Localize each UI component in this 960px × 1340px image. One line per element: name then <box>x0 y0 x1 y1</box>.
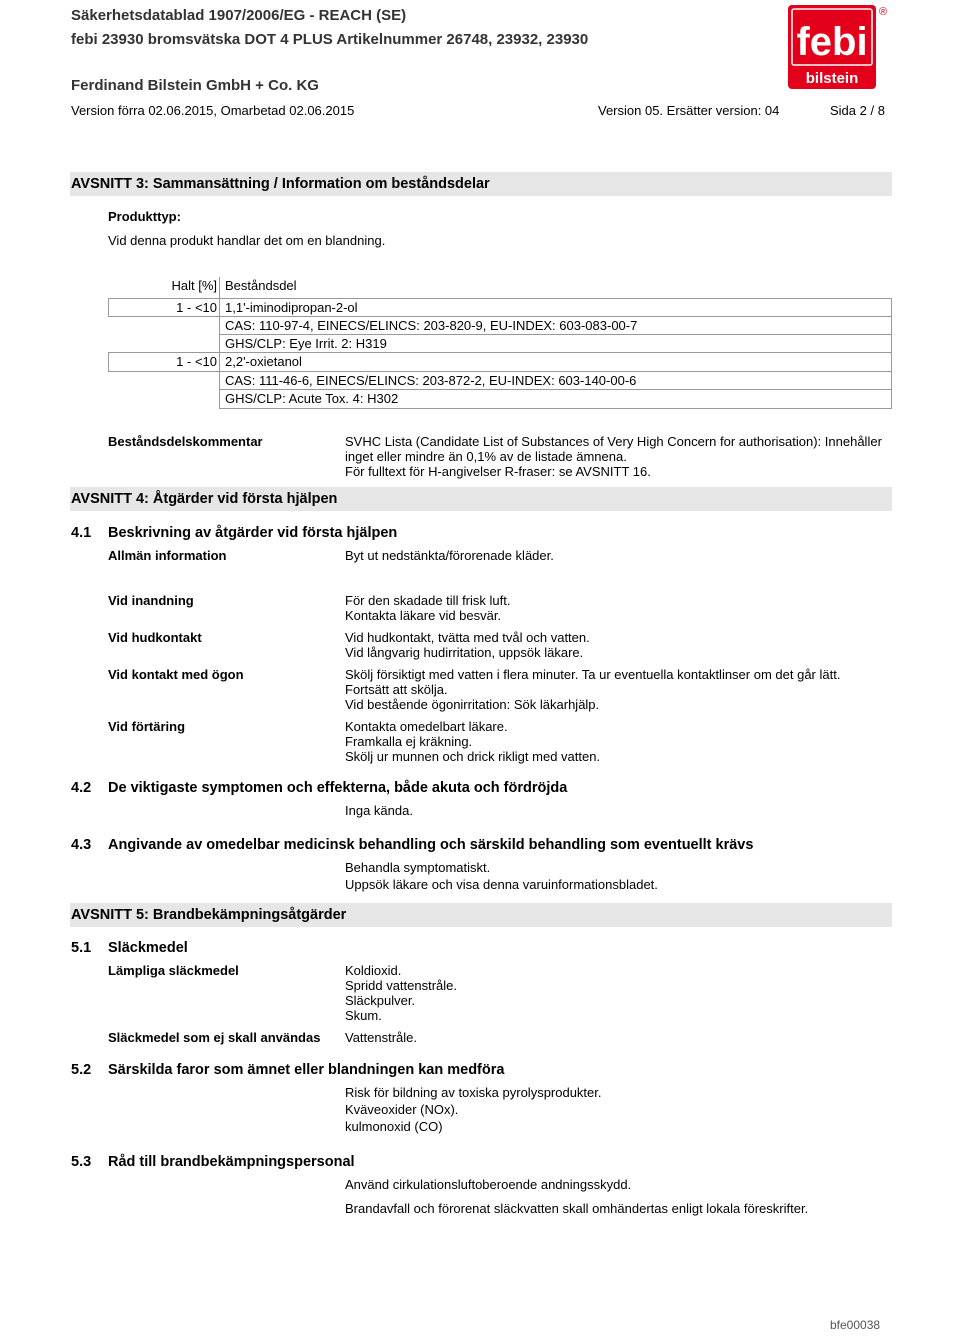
first-aid-text-line: Skölj försiktigt med vatten i flera minuter. Ta ur eventuella kontaktlinser om det går lätt. <box>345 667 841 682</box>
extinguishing-media-line: Koldioxid. <box>345 963 402 978</box>
revision-info: Version förra 02.06.2015, Omarbetad 02.06.2015 <box>71 103 355 118</box>
subsection-number: 4.2 <box>71 780 92 796</box>
extinguishing-media-line: Spridd vattenstråle. <box>345 978 458 993</box>
document-title: Säkerhetsdatablad 1907/2006/EG - REACH (SE) <box>71 7 407 24</box>
product-type-text: Vid denna produkt handlar det om en blandning. <box>108 233 386 248</box>
first-aid-text-line: Kontakta läkare vid besvär. <box>345 608 502 623</box>
table-header-divider <box>219 277 220 298</box>
subsection-number: 4.1 <box>71 525 92 541</box>
first-aid-text-line: Fortsätt att skölja. <box>345 682 448 697</box>
first-aid-text-line: Skölj ur munnen och drick rikligt med vatten. <box>345 749 601 764</box>
advice-text-line: Brandavfall och förorenat släckvatten skall omhändertas enligt lokala föreskrifter. <box>345 1201 809 1216</box>
subsection-title: Beskrivning av åtgärder vid första hjälpen <box>108 525 398 541</box>
first-aid-label: Vid inandning <box>108 593 194 608</box>
first-aid-text-line: Vid långvarig hudirritation, uppsök läkare. <box>345 645 584 660</box>
component-classification: GHS/CLP: Eye Irrit. 2: H319 <box>219 334 892 353</box>
treatment-text-line: Behandla symptomatiskt. <box>345 860 491 875</box>
first-aid-text-line: För den skadade till frisk luft. <box>345 593 511 608</box>
hazard-text-line: Kväveoxider (NOx). <box>345 1102 459 1117</box>
document-code: bfe00038 <box>830 1318 881 1332</box>
component-comment-line: För fulltext för H-angivelser R-fraser: se AVSNITT 16. <box>345 464 651 479</box>
product-title: febi 23930 bromsvätska DOT 4 PLUS Artikelnummer 26748, 23932, 23930 <box>71 31 589 48</box>
page-number: Sida 2 / 8 <box>830 103 885 118</box>
component-comment-line: SVHC Lista (Candidate List of Substances of Very High Concern for authorisation): Innehåller <box>345 434 882 449</box>
svg-text:®: ® <box>879 6 888 18</box>
section-3-header <box>70 172 892 196</box>
component-row <box>108 298 892 317</box>
svg-text:febi: febi <box>796 20 868 64</box>
component-classification: GHS/CLP: Acute Tox. 4: H302 <box>219 389 892 409</box>
first-aid-text-line: Kontakta omedelbart läkare. <box>345 719 508 734</box>
first-aid-text-line: Vid hudkontakt, tvätta med tvål och vatten. <box>345 630 590 645</box>
subsection-title: Råd till brandbekämpningspersonal <box>108 1154 355 1170</box>
section-4-title: AVSNITT 4: Åtgärder vid första hjälpen <box>71 491 338 507</box>
first-aid-label: Vid förtäring <box>108 719 186 734</box>
svg-text:bilstein: bilstein <box>805 70 859 87</box>
febi-bilstein-logo <box>786 3 890 91</box>
first-aid-text-line: Framkalla ej kräkning. <box>345 734 473 749</box>
advice-text-line: Använd cirkulationsluftoberoende andningsskydd. <box>345 1177 632 1192</box>
subsection-number: 4.3 <box>71 837 92 853</box>
first-aid-label: Allmän information <box>108 548 227 563</box>
component-identifiers: CAS: 111-46-6, EINECS/ELINCS: 203-872-2, EU-INDEX: 603-140-00-6 <box>219 371 892 390</box>
first-aid-text-line: Byt ut nedstänkta/förorenade kläder. <box>345 548 554 563</box>
content-range: 1 - <10 <box>109 353 220 371</box>
component-row <box>108 352 892 372</box>
table-header-component: Beståndsdel <box>225 278 297 293</box>
subsection-number: 5.3 <box>71 1154 92 1170</box>
first-aid-label: Vid kontakt med ögon <box>108 667 244 682</box>
component-identifiers: CAS: 110-97-4, EINECS/ELINCS: 203-820-9, EU-INDEX: 603-083-00-7 <box>219 316 892 335</box>
first-aid-label: Vid hudkontakt <box>108 630 202 645</box>
extinguishing-media-line: Släckpulver. <box>345 993 416 1008</box>
symptoms-text-line: Inga kända. <box>345 803 413 818</box>
component-comment-line: inget eller mindre än 0,1% av de listade ämnena. <box>345 449 627 464</box>
subsection-title: De viktigaste symptomen och effekterna, både akuta och fördröjda <box>108 780 568 796</box>
subsection-number: 5.1 <box>71 940 92 956</box>
component-comment-label: Beståndsdelskommentar <box>108 434 263 449</box>
treatment-text-line: Uppsök läkare och visa denna varuinformationsbladet. <box>345 877 658 892</box>
subsection-number: 5.2 <box>71 1062 92 1078</box>
subsection-title: Angivande av omedelbar medicinsk behandling och särskild behandling som eventuellt krävs <box>108 837 754 853</box>
extinguishing-media-label: Lämpliga släckmedel <box>108 963 239 978</box>
component-name: 1,1'-iminodipropan-2-ol <box>225 300 358 315</box>
section-3-title: AVSNITT 3: Sammansättning / Information om beståndsdelar <box>71 176 490 192</box>
hazard-text-line: Risk för bildning av toxiska pyrolysprodukter. <box>345 1085 602 1100</box>
table-header-content: Halt [%] <box>171 278 217 293</box>
subsection-title: Särskilda faror som ämnet eller blandningen kan medföra <box>108 1062 505 1078</box>
subsection-title: Släckmedel <box>108 940 188 956</box>
unsuitable-media-line: Vattenstråle. <box>345 1030 418 1045</box>
version-info: Version 05. Ersätter version: 04 <box>598 103 780 118</box>
company-name: Ferdinand Bilstein GmbH + Co. KG <box>71 77 319 94</box>
hazard-text-line: kulmonoxid (CO) <box>345 1119 443 1134</box>
section-5-title: AVSNITT 5: Brandbekämpningsåtgärder <box>71 907 347 923</box>
product-type-label: Produkttyp: <box>108 209 181 224</box>
first-aid-text-line: Vid bestående ögonirritation: Sök läkarhjälp. <box>345 697 600 712</box>
section-5-header <box>70 903 892 927</box>
content-range: 1 - <10 <box>109 299 220 316</box>
unsuitable-media-label: Släckmedel som ej skall användas <box>108 1030 321 1045</box>
component-name: 2,2'-oxietanol <box>225 354 302 369</box>
section-4-header <box>70 487 892 511</box>
extinguishing-media-line: Skum. <box>345 1008 382 1023</box>
